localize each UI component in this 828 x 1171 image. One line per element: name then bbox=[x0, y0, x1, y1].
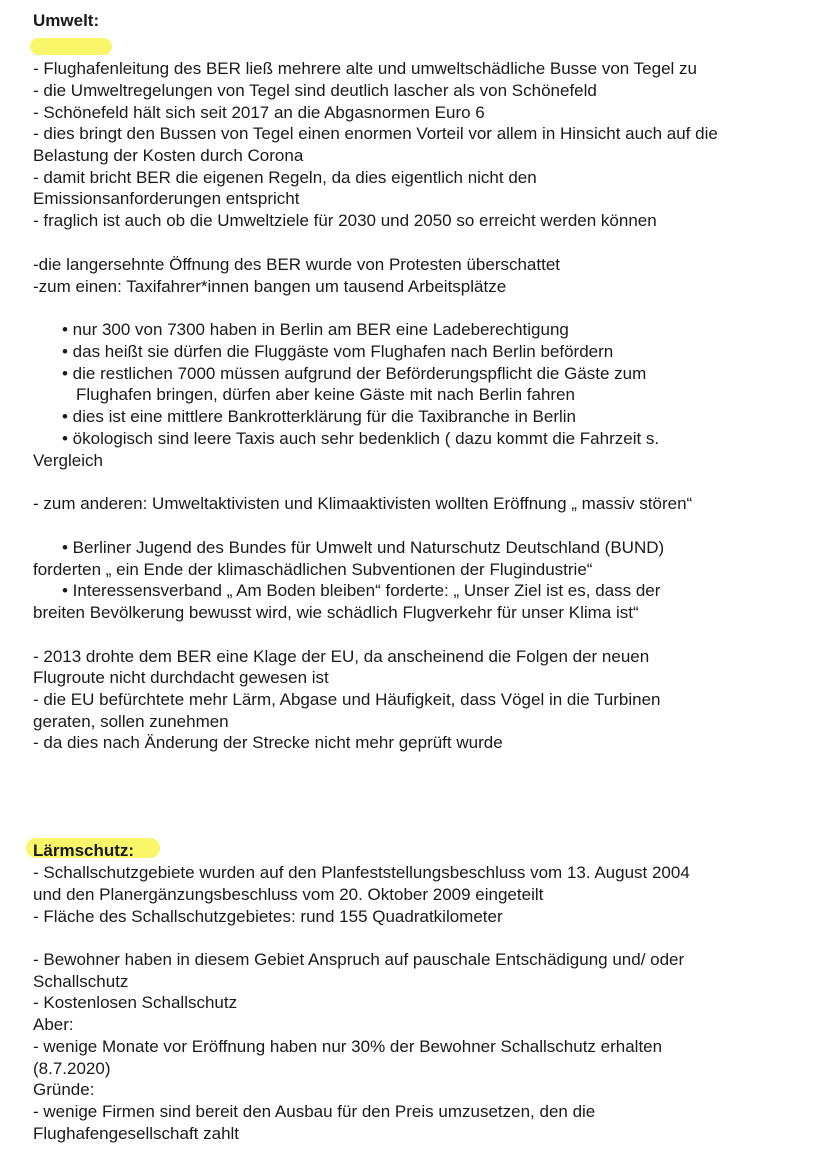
text-line: Flughafengesellschaft zahlt bbox=[33, 1124, 240, 1143]
bullet-item: • Interessensverband „ Am Boden bleiben“ forderte: „ Unser Ziel ist es, dass der bbox=[62, 581, 661, 600]
text-line: - dies bringt den Bussen von Tegel einen enormen Vorteil vor allem in Hinsicht auch auf die bbox=[33, 124, 718, 143]
text-line: Gründe: bbox=[33, 1080, 95, 1099]
text-line: - Bewohner haben in diesem Gebiet Anspruch auf pauschale Entschädigung und/ oder bbox=[33, 950, 685, 969]
text-line: Flugroute nicht durchdacht gewesen ist bbox=[33, 668, 329, 687]
text-line: Vergleich bbox=[33, 451, 103, 470]
text-line: Emissionsanforderungen entspricht bbox=[33, 189, 300, 208]
text-line: - die EU befürchtete mehr Lärm, Abgase und Häufigkeit, dass Vögel in die Turbinen bbox=[33, 690, 661, 709]
text-line: geraten, sollen zunehmen bbox=[33, 712, 229, 731]
text-line: - Schönefeld hält sich seit 2017 an die Abgasnormen Euro 6 bbox=[33, 103, 485, 122]
text-line: - Fläche des Schallschutzgebietes: rund 155 Quadratkilometer bbox=[33, 907, 503, 926]
text-line: -die langersehnte Öffnung des BER wurde von Protesten überschattet bbox=[33, 255, 561, 274]
text-line: breiten Bevölkerung bewusst wird, wie schädlich Flugverkehr für unser Klima ist“ bbox=[33, 603, 639, 622]
bullet-continuation: Flughafen bringen, dürfen aber keine Gäste mit nach Berlin fahren bbox=[76, 385, 575, 404]
bullet-item: • das heißt sie dürfen die Fluggäste vom Flughafen nach Berlin befördern bbox=[62, 342, 614, 361]
bullet-item: • dies ist eine mittlere Bankrotterklärung für die Taxibranche in Berlin bbox=[62, 407, 577, 426]
text-line: forderten „ ein Ende der klimaschädlichen Subventionen der Flugindustrie“ bbox=[33, 560, 593, 579]
bullet-item: • die restlichen 7000 müssen aufgrund der Beförderungspflicht die Gäste zum bbox=[62, 364, 647, 383]
bullet-item: • nur 300 von 7300 haben in Berlin am BER eine Ladeberechtigung bbox=[62, 320, 569, 339]
text-line: (8.7.2020) bbox=[33, 1059, 111, 1078]
text-line: - wenige Firmen sind bereit den Ausbau für den Preis umzusetzen, den die bbox=[33, 1102, 596, 1121]
heading-umwelt: Umwelt: bbox=[33, 11, 100, 30]
heading-laermschutz: Lärmschutz: bbox=[33, 841, 135, 860]
text-line: - die Umweltregelungen von Tegel sind deutlich lascher als von Schönefeld bbox=[33, 81, 597, 100]
text-line: - zum anderen: Umweltaktivisten und Klimaaktivisten wollten Eröffnung „ massiv stören“ bbox=[33, 494, 693, 513]
text-line: - da dies nach Änderung der Strecke nicht mehr geprüft wurde bbox=[33, 733, 503, 752]
highlight-mark bbox=[30, 38, 112, 55]
text-line: - fraglich ist auch ob die Umweltziele für 2030 und 2050 so erreicht werden können bbox=[33, 211, 657, 230]
bullet-item: • ökologisch sind leere Taxis auch sehr bedenklich ( dazu kommt die Fahrzeit s. bbox=[62, 429, 660, 448]
text-line: - Schallschutzgebiete wurden auf den Planfeststellungsbeschluss vom 13. August 2004 bbox=[33, 863, 690, 882]
text-line: - damit bricht BER die eigenen Regeln, da dies eigentlich nicht den bbox=[33, 168, 537, 187]
text-line: Aber: bbox=[33, 1015, 74, 1034]
text-line: - Kostenlosen Schallschutz bbox=[33, 993, 238, 1012]
bullet-item: • Berliner Jugend des Bundes für Umwelt und Naturschutz Deutschland (BUND) bbox=[62, 538, 665, 557]
text-line: - 2013 drohte dem BER eine Klage der EU, da anscheinend die Folgen der neuen bbox=[33, 647, 650, 666]
text-line: - wenige Monate vor Eröffnung haben nur 30% der Bewohner Schallschutz erhalten bbox=[33, 1037, 663, 1056]
text-line: Belastung der Kosten durch Corona bbox=[33, 146, 304, 165]
text-line: - Flughafenleitung des BER ließ mehrere alte und umweltschädliche Busse von Tegel zu bbox=[33, 59, 697, 78]
text-line: -zum einen: Taxifahrer*innen bangen um tausend Arbeitsplätze bbox=[33, 277, 507, 296]
text-line: Schallschutz bbox=[33, 972, 129, 991]
text-line: und den Planergänzungsbeschluss vom 20. Oktober 2009 eingeteilt bbox=[33, 885, 544, 904]
